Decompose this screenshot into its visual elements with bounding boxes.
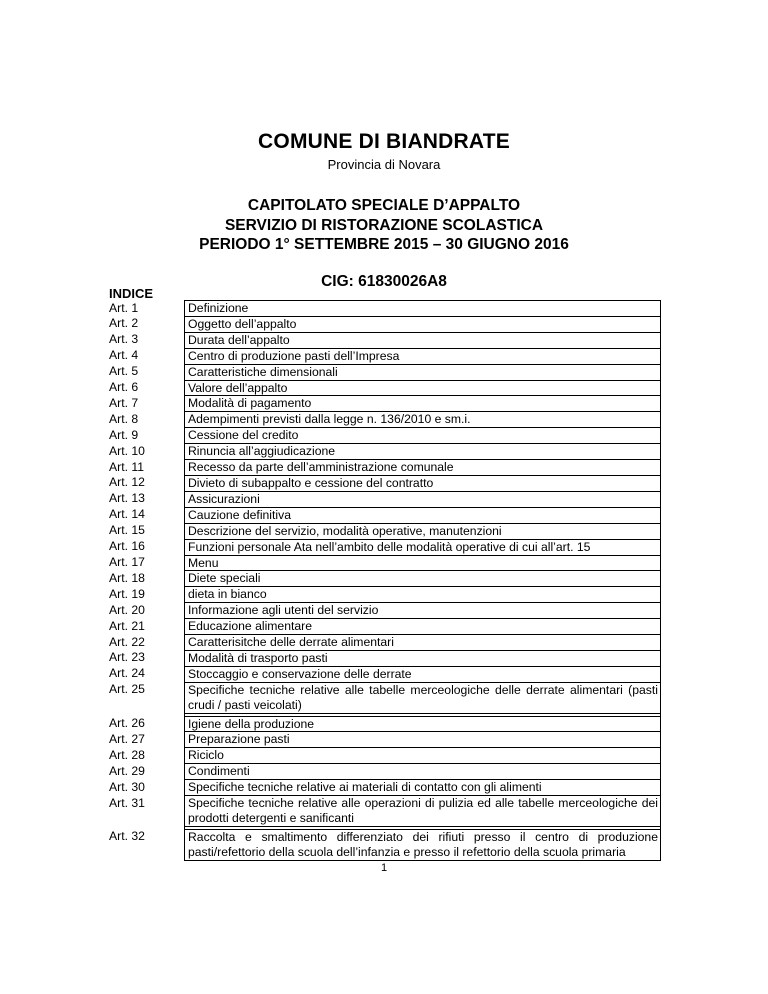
article-number: Art. 20 <box>108 603 185 619</box>
index-row <box>108 635 661 651</box>
index-row <box>108 412 661 428</box>
article-number: Art. 21 <box>108 619 185 635</box>
index-row <box>108 603 661 619</box>
article-number: Art. 4 <box>108 348 185 364</box>
index-row <box>108 650 661 666</box>
index-row <box>108 444 661 460</box>
article-title: Informazione agli utenti del servizio <box>185 603 661 619</box>
article-number: Art. 18 <box>108 571 185 587</box>
article-title: Caratteristiche dimensionali <box>185 364 661 380</box>
article-title: Menu <box>185 555 661 571</box>
index-row <box>108 796 661 827</box>
article-title: dieta in bianco <box>185 587 661 603</box>
article-number: Art. 23 <box>108 650 185 666</box>
article-number: Art. 32 <box>108 829 185 860</box>
article-number: Art. 25 <box>108 682 185 713</box>
article-title: Cauzione definitiva <box>185 507 661 523</box>
article-title: Rinuncia all’aggiudicazione <box>185 444 661 460</box>
article-title: Specifiche tecniche relative alle tabelle merceologiche delle derrate alimentari (pasti crudi / pasti veicolati) <box>185 682 661 713</box>
article-number: Art. 5 <box>108 364 185 380</box>
article-number: Art. 11 <box>108 460 185 476</box>
article-number: Art. 8 <box>108 412 185 428</box>
article-title: Preparazione pasti <box>185 732 661 748</box>
index-label: INDICE <box>109 286 154 301</box>
article-title: Funzioni personale Ata nell’ambito delle modalità operative di cui all’art. 15 <box>185 539 661 555</box>
index-row <box>108 829 661 860</box>
article-number: Art. 15 <box>108 523 185 539</box>
article-title: Modalità di pagamento <box>185 396 661 412</box>
province-subtitle: Provincia di Novara <box>327 157 441 172</box>
article-title: Condimenti <box>185 764 661 780</box>
tender-heading <box>0 196 768 255</box>
article-title: Educazione alimentare <box>185 619 661 635</box>
article-title: Definizione <box>185 301 661 317</box>
index-row <box>108 764 661 780</box>
index-row <box>108 539 661 555</box>
article-number: Art. 7 <box>108 396 185 412</box>
article-title: Riciclo <box>185 748 661 764</box>
index-row <box>108 364 661 380</box>
article-number: Art. 12 <box>108 475 185 491</box>
article-title: Igiene della produzione <box>185 716 661 732</box>
tender-heading-line: CAPITOLATO SPECIALE D’APPALTO <box>247 197 521 214</box>
article-title: Assicurazioni <box>185 491 661 507</box>
cig-code: CIG: 61830026A8 <box>321 273 447 290</box>
article-number: Art. 22 <box>108 635 185 651</box>
index-row <box>108 332 661 348</box>
article-number: Art. 14 <box>108 507 185 523</box>
index-row <box>108 507 661 523</box>
article-title: Adempimenti previsti dalla legge n. 136/2010 e sm.i. <box>185 412 661 428</box>
index-row <box>108 748 661 764</box>
index-row <box>108 380 661 396</box>
index-table <box>108 300 661 861</box>
article-number: Art. 31 <box>108 796 185 827</box>
article-number: Art. 28 <box>108 748 185 764</box>
index-row <box>108 716 661 732</box>
index-row <box>108 571 661 587</box>
article-number: Art. 6 <box>108 380 185 396</box>
article-title: Durata dell’appalto <box>185 332 661 348</box>
tender-heading-line: PERIODO 1° SETTEMBRE 2015 – 30 GIUGNO 2016 <box>199 236 569 253</box>
article-title: Raccolta e smaltimento differenziato dei rifiuti presso il centro di produzione pasti/refettorio della scuola dell’infanzia e presso il refettorio della scuola primaria <box>185 829 661 860</box>
index-row <box>108 732 661 748</box>
article-title: Divieto di subappalto e cessione del contratto <box>185 475 661 491</box>
article-number: Art. 29 <box>108 764 185 780</box>
index-row <box>108 587 661 603</box>
article-title: Centro di produzione pasti dell’Impresa <box>185 348 661 364</box>
index-row <box>108 780 661 796</box>
article-title: Modalità di trasporto pasti <box>185 650 661 666</box>
article-number: Art. 27 <box>108 732 185 748</box>
page-number: 1 <box>380 862 388 874</box>
index-row <box>108 555 661 571</box>
index-row <box>108 316 661 332</box>
article-number: Art. 1 <box>108 301 185 317</box>
article-title: Recesso da parte dell’amministrazione comunale <box>185 460 661 476</box>
article-title: Valore dell’appalto <box>185 380 661 396</box>
article-number: Art. 19 <box>108 587 185 603</box>
article-title: Oggetto dell’appalto <box>185 316 661 332</box>
index-row <box>108 428 661 444</box>
index-row <box>108 460 661 476</box>
article-number: Art. 2 <box>108 316 185 332</box>
index-row <box>108 396 661 412</box>
article-number: Art. 24 <box>108 666 185 682</box>
municipality-title: COMUNE DI BIANDRATE <box>258 130 510 153</box>
article-title: Descrizione del servizio, modalità operative, manutenzioni <box>185 523 661 539</box>
index-row <box>108 666 661 682</box>
article-number: Art. 9 <box>108 428 185 444</box>
article-number: Art. 30 <box>108 780 185 796</box>
article-title: Cessione del credito <box>185 428 661 444</box>
article-title: Caratterisitche delle derrate alimentari <box>185 635 661 651</box>
article-number: Art. 16 <box>108 539 185 555</box>
index-row <box>108 682 661 713</box>
index-row <box>108 619 661 635</box>
article-title: Diete speciali <box>185 571 661 587</box>
index-row <box>108 348 661 364</box>
article-number: Art. 13 <box>108 491 185 507</box>
article-number: Art. 17 <box>108 555 185 571</box>
index-row <box>108 475 661 491</box>
index-row <box>108 523 661 539</box>
article-title: Specifiche tecniche relative ai materiali di contatto con gli alimenti <box>185 780 661 796</box>
article-number: Art. 26 <box>108 716 185 732</box>
article-title: Specifiche tecniche relative alle operazioni di pulizia ed alle tabelle merceologiche dei prodotti detergenti e sanificanti <box>185 796 661 827</box>
index-row <box>108 491 661 507</box>
article-title: Stoccaggio e conservazione delle derrate <box>185 666 661 682</box>
index-table-body <box>108 301 661 861</box>
tender-heading-line: SERVIZIO DI RISTORAZIONE SCOLASTICA <box>224 216 544 234</box>
article-number: Art. 3 <box>108 332 185 348</box>
article-number: Art. 10 <box>108 444 185 460</box>
index-row <box>108 301 661 317</box>
